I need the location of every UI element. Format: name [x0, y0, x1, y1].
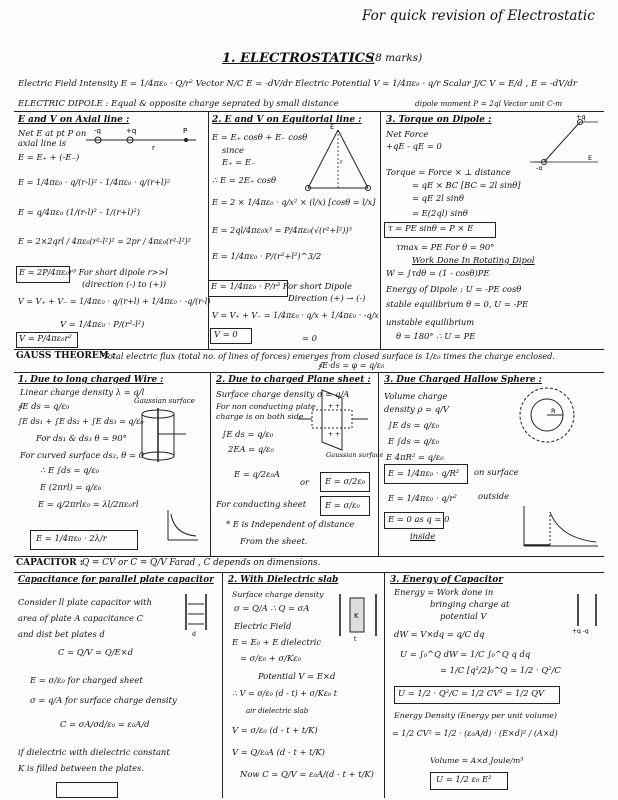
torque-line: Torque = Force × ⊥ distance	[386, 167, 511, 177]
plane-line: or	[300, 477, 310, 487]
energy-line: Volume = A×d Joule/m³	[430, 756, 524, 765]
plane-line: * E is Independent of distance	[226, 519, 355, 529]
sphere-line: E 4πR² = q/ε₀	[386, 452, 444, 462]
parallel-line: C = σA/σd/ε₀ = ε₀A/d	[60, 719, 150, 729]
torque-line: unstable equilibrium	[386, 317, 475, 327]
plane-line: From the sheet.	[240, 536, 308, 546]
dielectric-line: V = Q/ε₀A (d - t + t/K)	[232, 747, 325, 757]
header-note: For quick revision of Electrostatic	[362, 8, 595, 24]
axial-line: E = 1/4πε₀ · q/(r-l)² - 1/4πε₀ · q/(r+l)²	[18, 177, 171, 187]
wire-line: Gaussian surface	[134, 397, 195, 405]
svg-text:+q: +q	[576, 114, 586, 121]
svg-text:t: t	[354, 636, 357, 642]
equatorial-line: V = V₊ + V₋ = 1/4πε₀ · q/x + 1/4πε₀ · -q/x	[212, 311, 379, 320]
energy-line: U = 1/2 · Q²/C = 1/2 CV² = 1/2 QV	[398, 688, 545, 698]
energy-line: potential V	[440, 611, 487, 621]
energy-capacitor-diagram	[566, 590, 608, 634]
sphere-line: E = 1/4πε₀ · q/r²	[388, 493, 457, 503]
dielectric-line: = σ/ε₀ + σ/Kε₀	[240, 653, 302, 663]
divider	[222, 572, 223, 798]
dielectric-line: Now C = Q/V = ε₀A/(d - t + t/K)	[240, 769, 374, 779]
wire-cylinder-diagram	[128, 408, 192, 462]
sphere-line: on surface	[474, 467, 519, 477]
equatorial-line: E = E₊ cosθ + E₋ cosθ	[212, 132, 308, 142]
sphere-line: inside	[410, 531, 436, 541]
axial-line: E = 2×2qrl / 4πε₀(r²-l²)² = 2pr / 4πε₀(r²-l²)²	[18, 237, 191, 246]
parallel-line: C = Q/V = Q/E×d	[58, 647, 134, 657]
torque-line: Work Done In Rotating Dipol	[412, 255, 535, 265]
divider	[14, 111, 604, 112]
plane-line: For non conducting plate	[216, 402, 316, 411]
wire-line: ∫E ds₁ + ∫E ds₂ + ∫E ds₃ = q/ε₀	[18, 417, 144, 426]
axial-dipole-diagram	[82, 126, 200, 152]
torque-line: +qE - qE = 0	[386, 141, 442, 151]
marks-label: (8 marks)	[371, 52, 423, 64]
svg-text:+q -q: +q -q	[572, 628, 589, 634]
torque-line: stable equilibrium θ = 0, U = -PE	[386, 299, 529, 309]
axial-line: E = 2P/4πε₀r³ For short dipole r>>l	[19, 267, 168, 277]
divider	[378, 372, 379, 556]
torque-diagram	[530, 114, 602, 170]
divider	[384, 572, 385, 798]
plane-line: ∫E ds = q/ε₀	[222, 429, 274, 439]
axial-line: E = E₊ + (-E₋)	[18, 152, 80, 162]
wire-graph-icon	[164, 508, 200, 544]
axial-line: V = P/4πε₀r²	[19, 333, 72, 343]
torque-line: = E(2ql) sinθ	[412, 208, 468, 218]
parallel-line: and dist bet plates d	[18, 629, 105, 639]
axial-line: Net E at pt P on	[18, 128, 87, 138]
svg-text:-q: -q	[94, 127, 101, 135]
sphere-line: Volume charge	[384, 391, 448, 401]
torque-line: τmax = PE For θ = 90°	[396, 242, 495, 252]
divider	[210, 372, 211, 556]
torque-line: W = ∫τdθ = (1 - cosθ)PE	[386, 268, 490, 278]
svg-text:+ +: + +	[328, 431, 340, 438]
plane-line: 2EA = q/ε₀	[228, 444, 274, 454]
plane-line: E = q/2ε₀A	[234, 469, 280, 479]
equatorial-dipole-diagram	[300, 124, 376, 196]
dielectric-slab-diagram	[336, 592, 380, 642]
parallel-line: E = σ/ε₀ for charged sheet	[30, 675, 143, 685]
sphere-title: 3. Due Charged Hallow Sphere :	[384, 375, 542, 385]
equatorial-line: ∴ E = 2E₊ cosθ	[212, 175, 277, 185]
plane-sheet-diagram	[296, 388, 370, 452]
wire-line: ∮E ds = q/ε₀	[18, 401, 70, 411]
parallel-line: Consider ll plate capacitor with	[18, 597, 152, 607]
divider	[14, 349, 604, 350]
torque-title: 3. Torque on Dipole :	[386, 115, 492, 125]
parallel-line: if dielectric with dielectric constant	[18, 747, 170, 757]
svg-text:r: r	[340, 158, 343, 166]
torque-line: Net Force	[386, 129, 429, 139]
energy-line: Energy = Work done in	[394, 587, 494, 597]
dielectric-line: E = E₀ + E dielectric	[232, 637, 322, 647]
parallel-line: σ = q/A for surface charge density	[30, 695, 177, 705]
equatorial-line: E = 2ql/4πε₀x³ = P/4πε₀(√(r²+l²))³	[212, 225, 352, 235]
svg-text:+ +: + +	[328, 403, 340, 410]
dipole-moment: dipole moment P = 2ql Vector unit C-m	[415, 99, 563, 108]
plane-line: charge is on both side	[216, 412, 304, 421]
plane-title: 2. Due to charged Plane sheet :	[216, 375, 371, 385]
svg-text:d: d	[192, 631, 196, 636]
energy-line: U = 1/2 ε₀ E²	[436, 774, 492, 784]
axial-title: E and V on Axial line :	[18, 115, 130, 125]
plane-line: Surface charge density σ = q/A	[216, 389, 350, 399]
equatorial-line: Direction (+) → (-)	[288, 293, 366, 303]
page-title: 1. ELECTROSTATICS	[222, 51, 375, 66]
gauss-heading: GAUSS THEOREM :	[16, 351, 116, 361]
torque-line: Energy of Dipole : U = -PE cosθ	[386, 284, 522, 294]
energy-line: = 1/C [q²/2]₀^Q = 1/2 · Q²/C	[440, 665, 561, 675]
energy-line: Energy Density (Energy per unit volume)	[394, 711, 557, 720]
axial-line: E = q/4πε₀ (1/(r-l)² - 1/(r+l)²)	[18, 207, 140, 217]
parallel-title: Capacitance for parallel plate capacitor	[18, 575, 214, 585]
equatorial-line: E = 1/4πε₀ · P/(r²+l²)^3/2	[212, 251, 322, 261]
energy-line: bringing charge at	[430, 599, 510, 609]
capacitor-definition: Q = CV or C = Q/V Farad , C depends on dimensions.	[82, 558, 321, 568]
equatorial-line: E = 1/4πε₀ · P/r³ For short Dipole	[211, 281, 353, 291]
equatorial-line: since	[222, 145, 245, 155]
wire-line: For ds₁ & ds₃ θ = 90°	[36, 433, 127, 443]
svg-text:E: E	[330, 124, 335, 131]
divider	[208, 111, 209, 349]
energy-line: U = ∫₀^Q dW = 1/C ∫₀^Q q dq	[400, 649, 531, 659]
energy-line: dW = V×dq = q/C dq	[394, 629, 485, 639]
wire-line: Linear charge density λ = q/l	[20, 387, 145, 397]
svg-text:R: R	[551, 407, 556, 415]
wire-line: E = 1/4πε₀ · 2λ/r	[36, 533, 107, 543]
energy-line: = 1/2 CV² = 1/2 · (ε₀A/d) · (E×d)² / (A×d)	[392, 729, 558, 738]
wire-line: E = q/2πrlε₀ = λl/2πε₀rl	[38, 499, 139, 509]
dielectric-line: σ = Q/A ∴ Q = σA	[234, 603, 310, 613]
equatorial-line: E = 2 × 1/4πε₀ · q/x² × (l/x) [cosθ = l/x]	[212, 197, 376, 207]
plane-line: E = σ/ε₀	[325, 500, 360, 510]
plane-line: Gaussian surface	[326, 451, 384, 459]
dielectric-line: Electric Field	[234, 621, 292, 631]
svg-text:K: K	[354, 612, 359, 620]
parallel-line: area of plate A capacitance C	[18, 613, 144, 623]
svg-text:-q: -q	[536, 164, 543, 170]
gauss-statement: Total electric flux (total no. of lines of forces) emerges from closed surface is 1/ε₀ times the charge enclosed.	[103, 351, 556, 361]
wire-title: 1. Due to long charged Wire :	[18, 375, 164, 385]
equatorial-title: 2. E and V on Equitorial line :	[212, 115, 362, 125]
dielectric-line: V = σ/ε₀ (d - t + t/K)	[232, 725, 318, 735]
divider	[14, 372, 604, 373]
sphere-line: density ρ = q/V	[384, 404, 449, 414]
capacitor-heading: CAPACITOR :	[16, 558, 84, 568]
sphere-graph-icon	[520, 504, 600, 550]
axial-line: V = 1/4πε₀ · P/(r²-l²)	[60, 319, 145, 329]
torque-line: = qE 2l sinθ	[412, 193, 464, 203]
equatorial-line: E₊ = E₋	[222, 157, 256, 167]
dielectric-title: 2. With Dielectric slab	[228, 575, 339, 585]
parallel-line: K is filled between the plates.	[18, 763, 144, 773]
formula-box	[56, 782, 118, 798]
svg-text:+q: +q	[126, 127, 137, 135]
equatorial-line: V = 0	[214, 329, 238, 339]
divider	[14, 556, 604, 557]
dielectric-line: ∴ V = σ/ε₀ (d - t) + σ/Kε₀ t	[232, 689, 337, 698]
svg-text:E: E	[588, 154, 593, 162]
intro-field-line: Electric Field Intensity E = 1/4πε₀ · Q/r² Vector N/C E = -dV/dr Electric Potential V = 1/4πε₀ · q/r Scalar J/C V = E/d , E = -dV/dr	[18, 79, 578, 89]
sphere-diagram	[516, 384, 578, 446]
torque-line: θ = 180° ∴ U = PE	[396, 331, 476, 341]
plane-line: E = σ/2ε₀	[325, 476, 366, 486]
svg-text:r: r	[152, 144, 155, 152]
wire-line: E (2πrl) = q/ε₀	[40, 482, 102, 492]
wire-line: ∴ E ∫ds = q/ε₀	[40, 465, 100, 475]
parallel-plate-diagram	[176, 590, 218, 636]
dipole-definition: ELECTRIC DIPOLE : Equal & opposite charge seprated by small distance	[18, 99, 339, 109]
sphere-line: outside	[478, 491, 510, 501]
axial-line: V = V₊ + V₋ = 1/4πε₀ · q/(r+l) + 1/4πε₀ · -q/(r-l)	[18, 297, 211, 306]
gauss-formula: ∮E·ds = φ = q/ε₀	[318, 361, 385, 370]
sphere-line: E = 0 as q = 0	[388, 514, 450, 524]
energy-title: 3. Energy of Capacitor	[390, 575, 503, 585]
equatorial-line: = 0	[302, 333, 318, 343]
torque-line: τ = PE sinθ = P × E	[388, 223, 474, 233]
divider	[14, 572, 604, 573]
axial-line: axial line is	[18, 138, 67, 148]
sphere-line: ∫E ds = q/ε₀	[388, 420, 440, 430]
svg-text:P: P	[183, 127, 188, 135]
dielectric-line: air dielectric slab	[246, 707, 309, 715]
dielectric-line: Potential V = E×d	[258, 671, 336, 681]
dielectric-line: Surface charge density	[232, 590, 324, 599]
torque-line: = qE × BC [BC = 2l sinθ]	[412, 180, 521, 190]
divider	[380, 111, 381, 349]
wire-line: For curved surface ds₂, θ = 0	[20, 450, 145, 460]
plane-line: For conducting sheet	[216, 499, 307, 509]
sphere-line: E ∫ds = q/ε₀	[388, 436, 440, 446]
sphere-line: E = 1/4πε₀ · q/R²	[388, 468, 460, 478]
axial-line: (direction (-) to (+))	[82, 279, 167, 289]
